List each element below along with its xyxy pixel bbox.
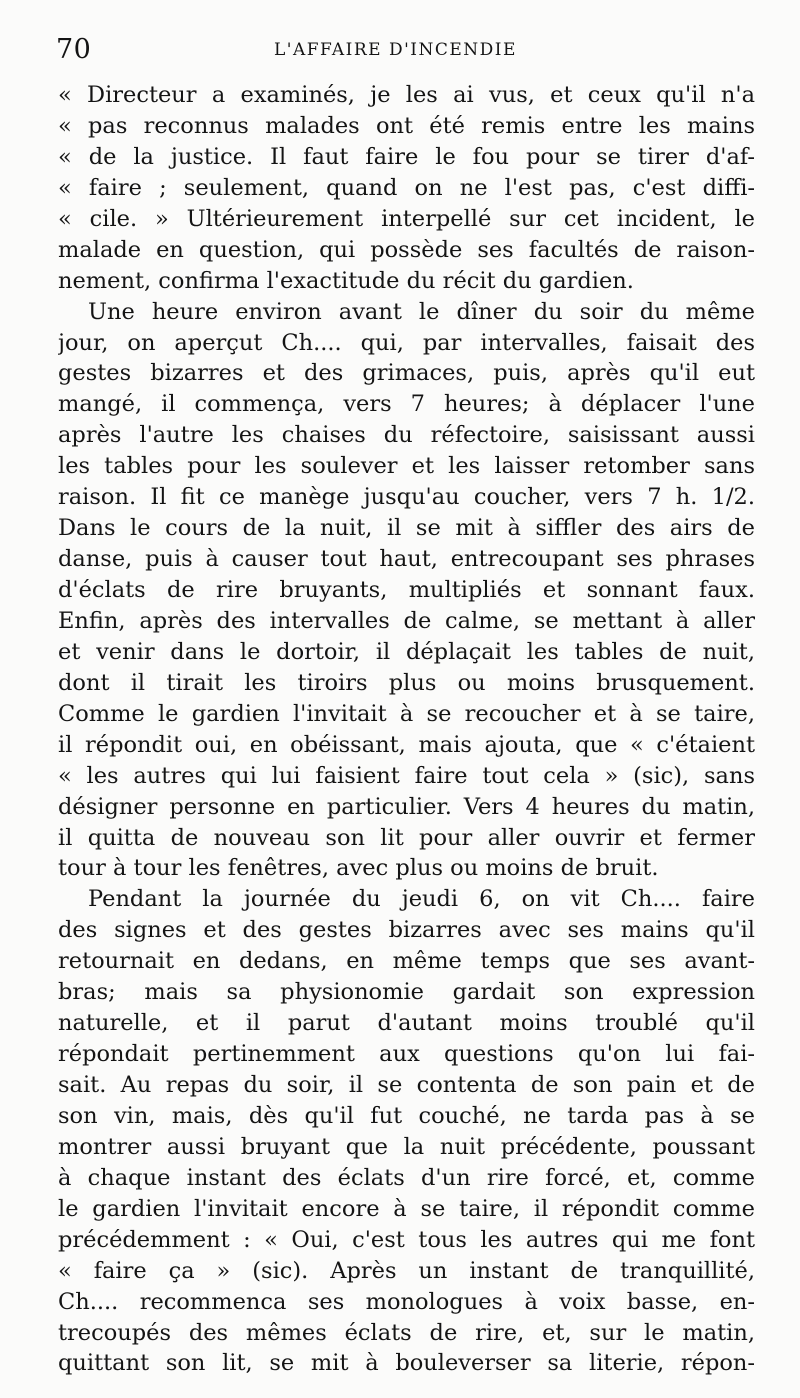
text-line: naturelle, et il parut d'autant moins troublé qu'il — [58, 1010, 755, 1037]
text-line: Ch.... recommenca ses monologues à voix basse, en- — [58, 1288, 755, 1315]
text-line: trecoupés des mêmes éclats de rire, et, sur le matin, — [58, 1319, 755, 1346]
page-number: 70 — [56, 34, 92, 65]
text-line: les tables pour les soulever et les laisser retomber sans — [58, 453, 755, 480]
text-line: d'éclats de rire bruyants, multipliés et sonnant faux. — [58, 577, 755, 603]
text-line: « Directeur a examinés, je les ai vus, et ceux qu'il n'a — [58, 82, 755, 108]
text-line: précédemment : « Oui, c'est tous les autres qui me font — [58, 1226, 755, 1253]
text-line: danse, puis à causer tout haut, entrecoupant ses phrases — [58, 546, 755, 573]
text-line: et venir dans le dortoir, il déplaçait les tables de nuit, — [58, 638, 755, 665]
text-line: son vin, mais, dès qu'il fut couché, ne tarda pas à se — [58, 1102, 755, 1129]
text-line: « faire ça » (sic). Après un instant de tranquillité, — [58, 1257, 755, 1284]
text-line: « cile. » Ultérieurement interpellé sur cet incident, le — [58, 205, 755, 232]
text-line: « les autres qui lui faisient faire tout cela » (sic), sans — [58, 762, 755, 789]
text-line: dont il tirait les tiroirs plus ou moins brusquement. — [58, 669, 755, 696]
text-line: il quitta de nouveau son lit pour aller ouvrir et fermer — [58, 824, 755, 851]
text-line: bras; mais sa physionomie gardait son expression — [58, 979, 755, 1006]
text-line: montrer aussi bruyant que la nuit précédente, poussant — [58, 1133, 755, 1160]
text-line: retournait en dedans, en même temps que ses avant- — [58, 948, 755, 975]
text-line: gestes bizarres et des grimaces, puis, après qu'il eut — [58, 360, 755, 387]
text-line: nement, confirma l'exactitude du récit du gardien. — [58, 267, 634, 294]
text-line: des signes et des gestes bizarres avec ses mains qu'il — [58, 917, 755, 944]
text-line: sait. Au repas du soir, il se contenta de son pain et de — [58, 1072, 755, 1098]
text-line: après l'autre les chaises du réfectoire, saisissant aussi — [58, 422, 755, 449]
text-line: répondait pertinemment aux questions qu'on lui fai- — [58, 1041, 755, 1068]
text-line: raison. Il fit ce manège jusqu'au coucher, vers 7 h. 1/2. — [58, 484, 755, 511]
text-line: Enfin, après des intervalles de calme, se mettant à aller — [58, 607, 755, 634]
text-line: tour à tour les fenêtres, avec plus ou moins de bruit. — [58, 855, 659, 882]
body-text — [58, 80, 755, 1379]
running-head: L'AFFAIRE D'INCENDIE — [274, 40, 517, 60]
text-line: jour, on aperçut Ch.... qui, par intervalles, faisait des — [58, 329, 755, 356]
text-line: le gardien l'invitait encore à se taire, il répondit comme — [58, 1195, 755, 1222]
text-line: « faire ; seulement, quand on ne l'est pas, c'est diffi- — [58, 174, 755, 201]
text-line: Pendant la journée du jeudi 6, on vit Ch.... faire — [88, 886, 755, 913]
text-line: malade en question, qui possède ses facultés de raison- — [58, 236, 755, 263]
text-line: désigner personne en particulier. Vers 4 heures du matin, — [58, 793, 755, 820]
text-line: Dans le cours de la nuit, il se mit à siffler des airs de — [58, 515, 755, 542]
text-line: il répondit oui, en obéissant, mais ajouta, que « c'étaient — [58, 731, 755, 758]
text-line: Une heure environ avant le dîner du soir du même — [88, 298, 755, 325]
text-line: Comme le gardien l'invitait à se recoucher et à se taire, — [58, 700, 755, 727]
text-line: mangé, il commença, vers 7 heures; à déplacer l'une — [58, 391, 755, 418]
page-header — [56, 34, 756, 70]
text-line: « pas reconnus malades ont été remis entre les mains — [58, 112, 755, 139]
text-line: quittant son lit, se mit à bouleverser sa literie, répon- — [58, 1350, 755, 1377]
text-line: « de la justice. Il faut faire le fou pour se tirer d'af- — [58, 143, 755, 170]
text-line: à chaque instant des éclats d'un rire forcé, et, comme — [58, 1164, 755, 1191]
